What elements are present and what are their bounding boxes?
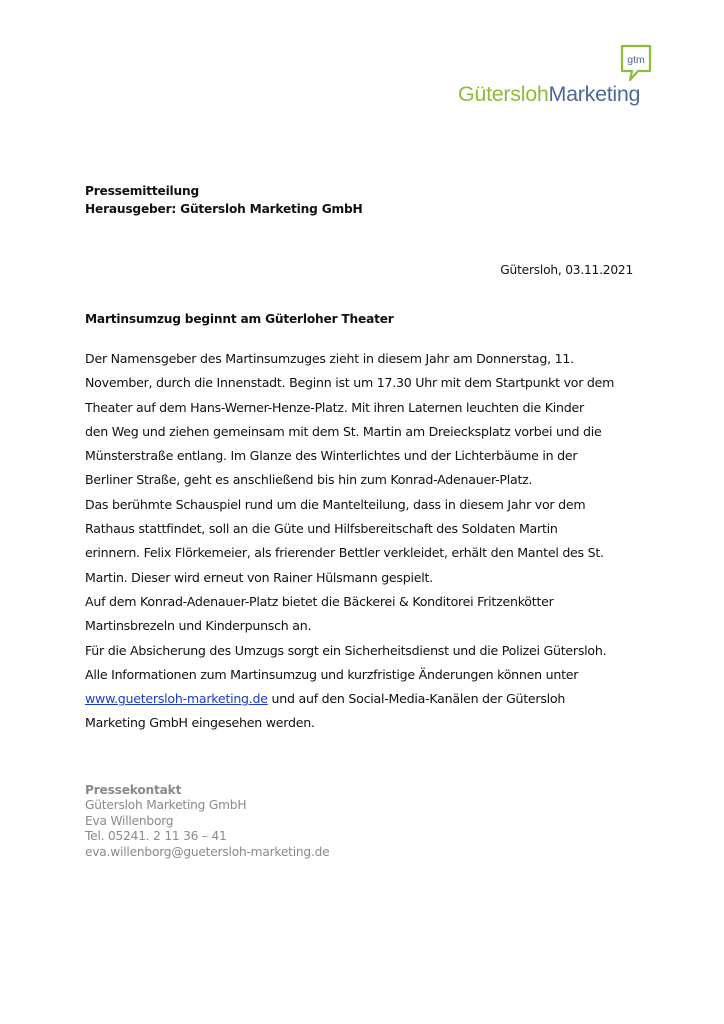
body-line: Martin. Dieser wird erneut von Rainer Hülsmann gespielt. [85, 569, 433, 585]
press-release-headline: Martinsumzug beginnt am Güterloher Theater [85, 312, 394, 326]
body-line: erinnern. Felix Flörkemeier, als frierender Bettler verkleidet, erhält den Mantel des St. [85, 545, 604, 561]
body-line: Rathaus stattfindet, soll an die Güte und Hilfsbereitschaft des Soldaten Martin [85, 521, 558, 537]
guetersloh-marketing-logo [450, 44, 670, 114]
document-type-heading: Pressemitteilung [85, 184, 200, 198]
logo-wordmark [458, 82, 640, 107]
press-contact-block [85, 783, 329, 860]
contact-name: Eva Willenborg [85, 813, 174, 828]
logo-badge-text: gtm [627, 54, 645, 66]
link-suffix-text: und auf den Social-Media-Kanälen der Gütersloh [267, 691, 566, 707]
body-line-with-link [85, 687, 645, 711]
body-line: Münsterstraße entlang. Im Glanze des Winterlichtes und der Lichterbäume in der [85, 448, 578, 464]
body-line: Marketing GmbH eingesehen werden. [85, 715, 315, 731]
body-line: Alle Informationen zum Martinsumzug und kurzfristige Änderungen können unter [85, 666, 579, 682]
logo-word-marketing: Marketing [548, 82, 641, 106]
body-line: Theater auf dem Hans-Werner-Henze-Platz. Mit ihren Laternen leuchten die Kinder [85, 399, 584, 415]
press-contact-label: Pressekontakt [85, 783, 182, 797]
dateline: Gütersloh, 03.11.2021 [500, 263, 633, 277]
body-line: Berliner Straße, geht es anschließend bis hin zum Konrad-Adenauer-Platz. [85, 472, 533, 488]
website-link[interactable]: www.guetersloh-marketing.de [85, 691, 268, 707]
body-line: Auf dem Konrad-Adenauer-Platz bietet die Bäckerei & Konditorei Fritzenkötter [85, 593, 554, 609]
body-line: November, durch die Innenstadt. Beginn ist um 17.30 Uhr mit dem Startpunkt vor dem [85, 375, 615, 391]
contact-company: Gütersloh Marketing GmbH [85, 798, 247, 813]
contact-email: eva.willenborg@guetersloh-marketing.de [85, 844, 330, 859]
body-line: Martinsbrezeln und Kinderpunsch an. [85, 618, 312, 634]
speech-bubble-icon [620, 44, 656, 84]
publisher-line: Herausgeber: Gütersloh Marketing GmbH [85, 202, 363, 216]
logo-word-guetersloh: Gütersloh [458, 82, 549, 106]
body-line: Das berühmte Schauspiel rund um die Mantelteilung, dass in diesem Jahr vor dem [85, 496, 586, 512]
body-text [85, 347, 645, 736]
body-line: Der Namensgeber des Martinsumzuges zieht in diesem Jahr am Donnerstag, 11. [85, 351, 574, 366]
body-line: Für die Absicherung des Umzugs sorgt ein Sicherheitsdienst und die Polizei Gütersloh. [85, 642, 607, 658]
body-line: den Weg und ziehen gemeinsam mit dem St. Martin am Dreiecksplatz vorbei und die [85, 423, 602, 439]
contact-phone: Tel. 05241. 2 11 36 – 41 [85, 829, 227, 844]
